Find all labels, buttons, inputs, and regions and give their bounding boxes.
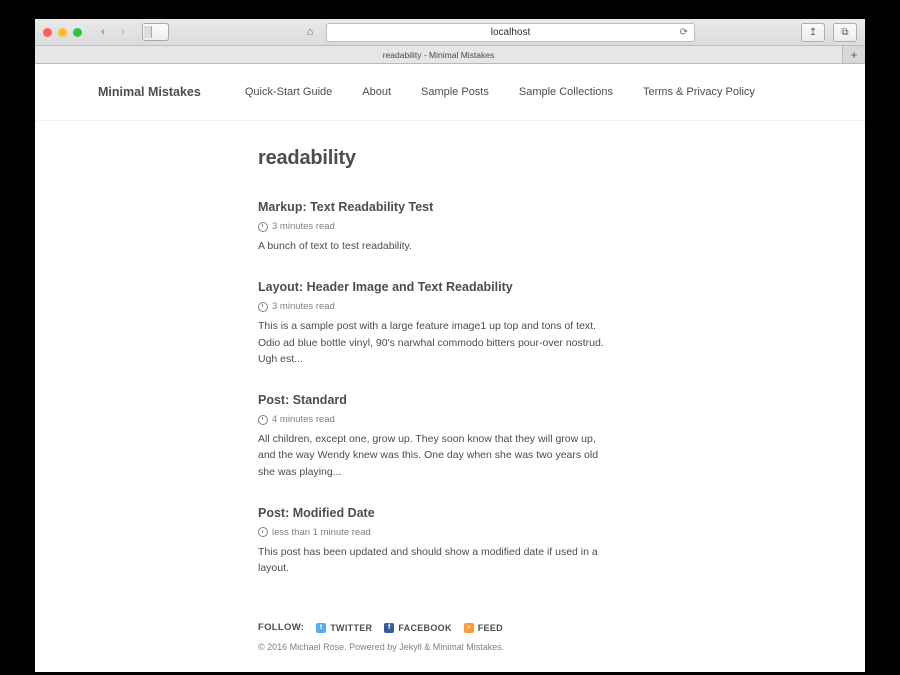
post-read-time: 3 minutes read [272, 221, 335, 232]
nav-item-terms-privacy-policy[interactable]: Terms & Privacy Policy [643, 86, 755, 98]
list-item [258, 393, 802, 480]
post-read-time: less than 1 minute read [272, 526, 371, 538]
post-title-link[interactable]: Markup: Text Readability Test [258, 200, 434, 214]
clock-icon [258, 222, 268, 232]
sidebar-toggle-icon[interactable] [142, 23, 169, 41]
social-label-facebook: FACEBOOK [398, 622, 452, 633]
browser-toolbar [35, 19, 865, 46]
address-input[interactable] [326, 23, 695, 42]
navigation-buttons [94, 24, 132, 41]
post-meta [258, 301, 802, 312]
sidebar-icon-bar [144, 26, 152, 38]
clock-icon [258, 302, 268, 312]
follow-row [258, 622, 802, 633]
post-read-time: 4 minutes read [272, 414, 335, 426]
back-button[interactable]: ‹ [101, 25, 105, 38]
nav-item-about[interactable]: About [362, 86, 391, 98]
reload-icon[interactable]: ⟳ [679, 26, 688, 38]
nav-item-sample-posts[interactable]: Sample Posts [421, 86, 489, 98]
post-meta [258, 221, 802, 232]
copyright-text: © 2016 Michael Rose. Powered by Jekyll & Minimal Mistakes. [258, 642, 505, 653]
post-meta [258, 414, 802, 425]
toolbar-right-buttons [801, 23, 857, 42]
post-excerpt: All children, except one, grow up. They soon know that they will grow up, and the way Wendy knew was this. One day when she was two years old she was playing... [258, 433, 599, 478]
tab-readability[interactable]: readability - Minimal Mistakes [35, 46, 843, 63]
tab-bar [35, 46, 865, 64]
follow-label: FOLLOW: [258, 622, 305, 634]
close-window-button[interactable] [43, 28, 52, 37]
post-excerpt: A bunch of text to test readability. [258, 240, 412, 252]
social-link-twitter[interactable] [316, 623, 372, 633]
nav-item-quick-start-guide[interactable]: Quick-Start Guide [244, 86, 333, 98]
window-controls [43, 28, 82, 37]
post-title-link[interactable]: Post: Standard [258, 393, 347, 408]
home-icon[interactable]: ⌂ [306, 26, 314, 38]
site-masthead [35, 64, 865, 121]
minimize-window-button[interactable] [58, 28, 67, 37]
social-link-feed[interactable] [464, 623, 503, 633]
post-title-link[interactable]: Layout: Header Image and Text Readability [258, 280, 513, 295]
list-item [258, 506, 802, 577]
browser-window [35, 19, 865, 653]
page-title: readability [258, 147, 356, 169]
zoom-window-button[interactable] [73, 28, 82, 37]
post-title-link[interactable]: Post: Modified Date [258, 505, 375, 520]
site-title[interactable]: Minimal Mistakes [98, 85, 201, 99]
show-tabs-icon[interactable]: ⧉ [833, 23, 857, 42]
post-excerpt: This post has been updated and should show a modified date if used in a layout. [258, 545, 598, 575]
clock-icon [258, 415, 268, 425]
site-footer [258, 622, 802, 672]
clock-icon [258, 527, 268, 537]
social-label-twitter: TWITTER [330, 622, 373, 633]
twitter-icon: t [316, 623, 326, 633]
page-viewport [35, 64, 865, 672]
forward-button[interactable]: › [121, 25, 125, 38]
social-label-feed: FEED [477, 622, 503, 633]
address-bar-group [300, 23, 695, 42]
address-url-text: localhost [490, 26, 531, 38]
post-excerpt: This is a sample post with a large feature image1 up top and tons of text. Odio ad blue bottle vinyl, 90's narwhal commodo bitters pour-over nostrud. Ugh est... [258, 320, 604, 365]
nav-item-sample-collections[interactable]: Sample Collections [518, 86, 614, 98]
site-navigation [245, 86, 755, 98]
facebook-icon: f [384, 623, 394, 633]
post-read-time: 3 minutes read [272, 301, 335, 313]
rss-icon: » [464, 623, 474, 633]
list-item [258, 280, 802, 367]
page-content [70, 121, 830, 672]
social-link-facebook[interactable] [384, 623, 451, 633]
list-item [258, 200, 802, 254]
post-meta [258, 527, 802, 538]
new-tab-button[interactable]: + [843, 46, 865, 63]
share-icon[interactable]: ↥ [801, 23, 825, 42]
